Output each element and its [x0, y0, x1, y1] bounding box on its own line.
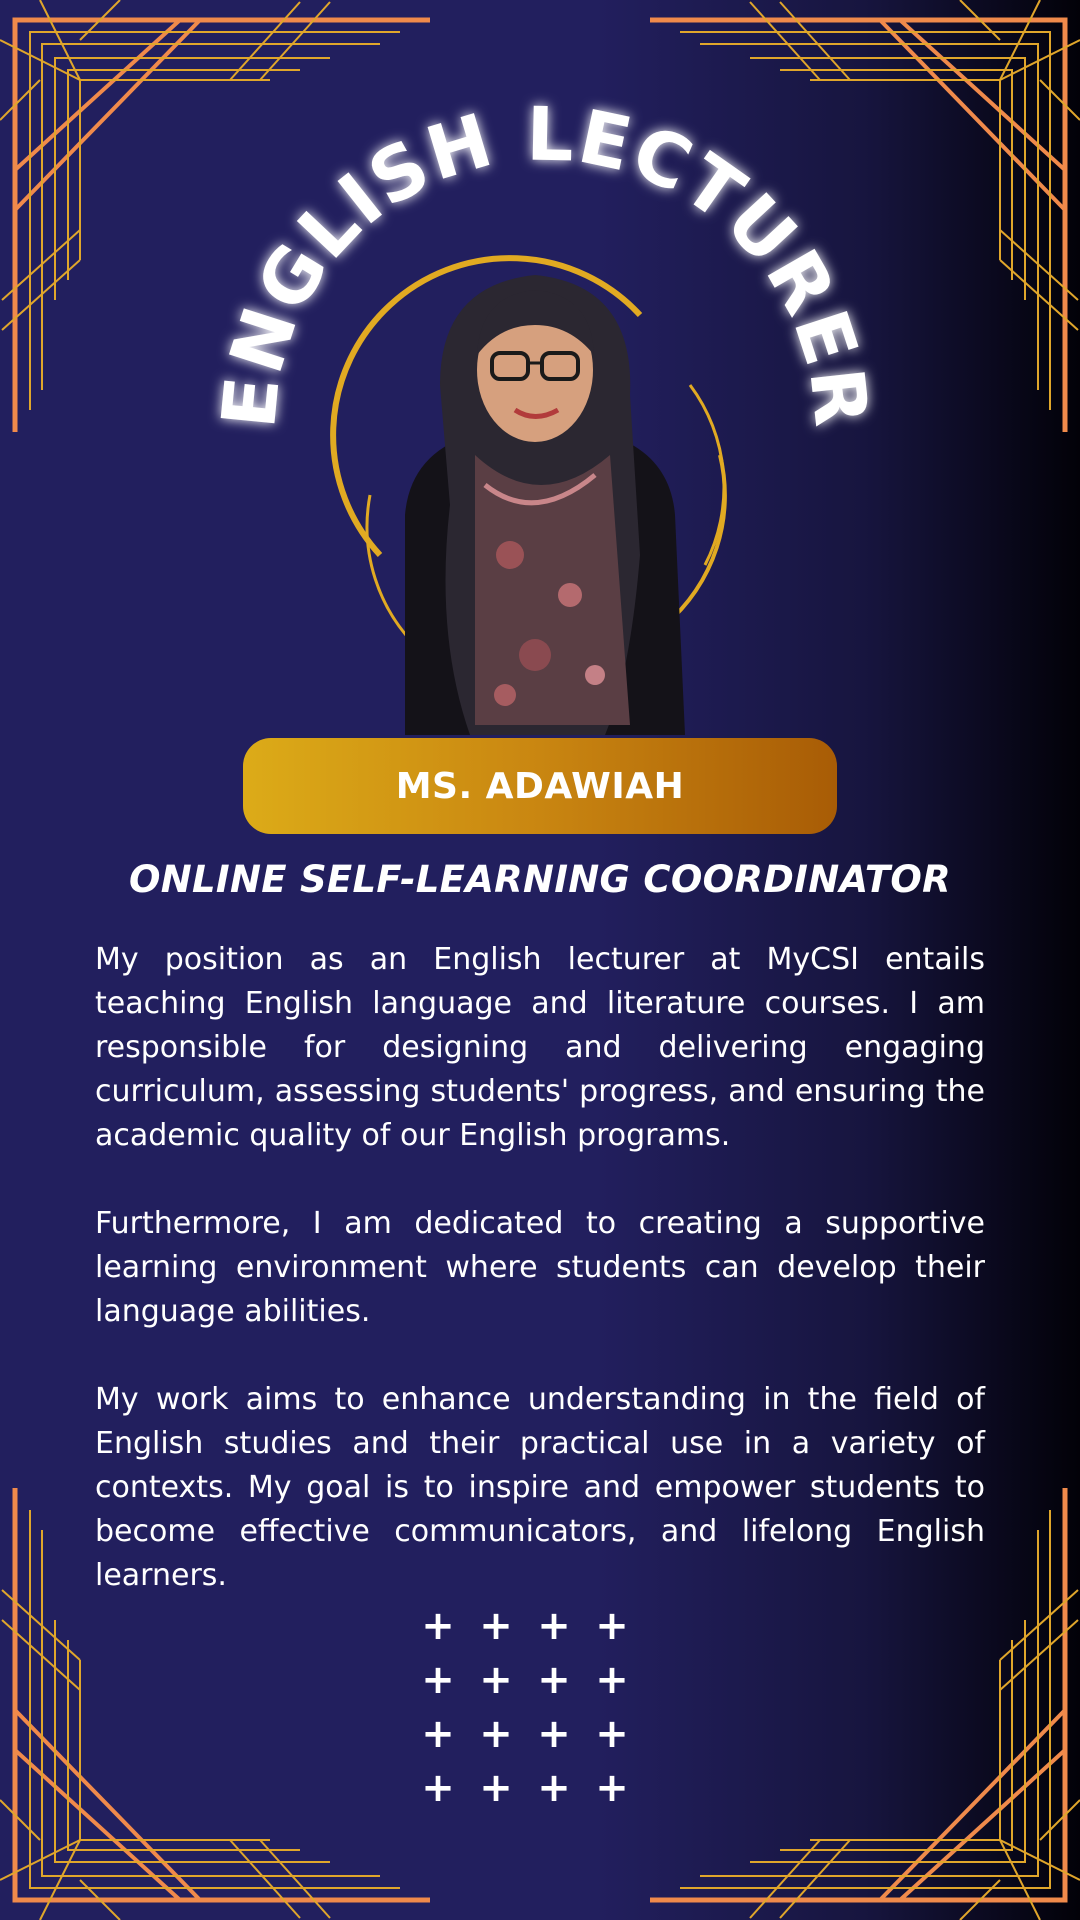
plus-icon: +: [479, 1603, 513, 1649]
profile-name: MS. ADAWIAH: [395, 765, 685, 807]
plus-icon: +: [537, 1657, 571, 1703]
plus-icon: +: [537, 1765, 571, 1811]
plus-icon: +: [595, 1657, 629, 1703]
plus-icon: +: [595, 1603, 629, 1649]
bio-section: [95, 938, 985, 1642]
role-title: ONLINE SELF-LEARNING COORDINATOR: [129, 858, 951, 901]
bio-paragraph: Furthermore, I am dedicated to creating a supportive learning environment where students can develop their language abilities.: [95, 1206, 985, 1329]
bio-paragraph: My work aims to enhance understanding in the field of English studies and their practical use in a variety of contexts. My goal is to inspire and empower students to become effective communicators, and lifelong English learners.: [95, 1382, 985, 1593]
page-title: ENGLISH LECTURER: [206, 91, 885, 432]
plus-icon: +: [537, 1711, 571, 1757]
plus-icon: +: [421, 1657, 455, 1703]
portrait: [310, 255, 770, 735]
plus-icon: +: [595, 1765, 629, 1811]
plus-icon: +: [421, 1765, 455, 1811]
plus-icon: +: [421, 1711, 455, 1757]
plus-icon: +: [479, 1765, 513, 1811]
bio-paragraph: My position as an English lecturer at MyCSI entails teaching English language and literature courses. I am responsible for designing and delivering engaging curriculum, assessing students' progress, and ensuring the academic quality of our English programs.: [95, 942, 985, 1153]
plus-icon: +: [595, 1711, 629, 1757]
plus-icon: +: [421, 1603, 455, 1649]
plus-grid: [418, 1604, 668, 1810]
plus-icon: +: [537, 1603, 571, 1649]
plus-icon: +: [479, 1711, 513, 1757]
name-banner: [243, 738, 837, 834]
plus-icon: +: [479, 1657, 513, 1703]
